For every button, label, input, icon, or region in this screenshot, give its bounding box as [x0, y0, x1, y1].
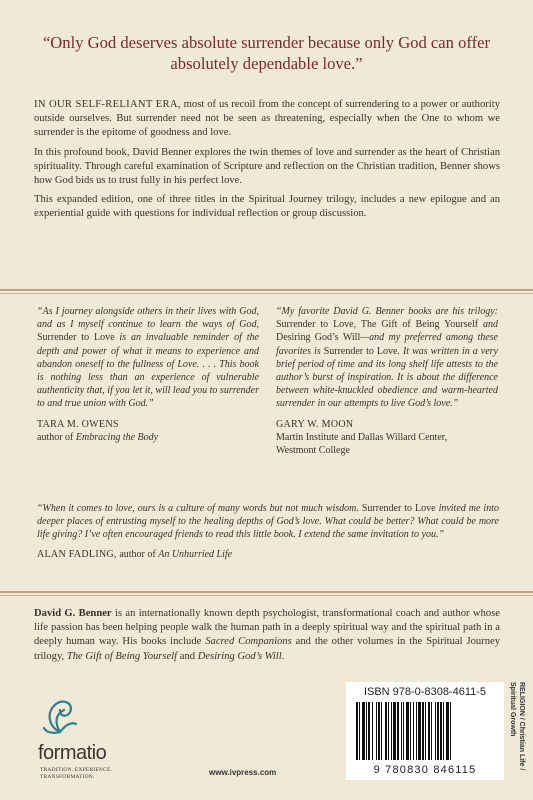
endorser-affiliation: author of Embracing the Body	[37, 431, 159, 443]
endorser-affiliation-1: Martin Institute and Dallas Willard Center,	[276, 431, 448, 443]
publisher-logo-word: formatio	[38, 742, 107, 764]
barcode-bar	[376, 702, 377, 760]
barcode-bar	[403, 702, 404, 760]
endorsement-moon	[276, 305, 498, 457]
barcode-bar	[362, 702, 365, 760]
barcode-bar	[406, 702, 409, 760]
description-paragraph-1	[34, 98, 500, 141]
category-line-1: RELIGION / Christian Life /	[518, 682, 525, 771]
publisher-tagline	[40, 767, 112, 780]
barcode-bar	[450, 702, 451, 760]
tagline-line-2: TRANSFORMATION.	[40, 773, 95, 780]
endorsement-fadling	[37, 502, 499, 561]
barcode-bar	[356, 702, 358, 760]
barcode-bar	[393, 702, 396, 760]
endorsement-owens	[37, 305, 259, 444]
barcode-bar	[446, 702, 449, 760]
barcode-bar	[359, 702, 360, 760]
divider-bottom-inner	[0, 595, 533, 596]
barcode-bar	[372, 702, 373, 760]
endorser-affiliation-2: Westmont College	[276, 444, 350, 456]
author-name: David G. Benner	[34, 608, 112, 619]
endorsement-quote: “As I journey alongside others in their lives with God, and as I myself continue to learn the ways of God, Surrender to Love is an invaluable reminder of the depth and power of what it means to experience and abandon oneself to the fullness of Love. . . . This book is nothing less than an experience of vulnerable authenticity that, if you let it, will lead you to surrender to and true union with God.”	[37, 306, 259, 410]
barcode-bar	[428, 702, 430, 760]
description-text-1: most of us recoil from the concept of surrendering to a power or authority outside ourselves. But surrender need not be seen as threatening, especially when the One to whom we surrender is the epitome of goodness and love.	[34, 99, 500, 139]
book-description	[34, 98, 500, 227]
description-paragraph-2: In this profound book, David Benner explores the twin themes of love and surrender as the heart of Christian spirituality. Through careful examination of Scripture and reflection on the Christian tradition, Benner shows how God bids us to trust fully in his perfect love.	[34, 146, 500, 187]
formatio-swirl-icon	[40, 692, 80, 742]
description-paragraph-3: This expanded edition, one of three titles in the Spiritual Journey trilogy, includes a new epilogue and an experiential guide with questions for individual reflection or group discussion.	[34, 194, 500, 220]
barcode-bar	[413, 702, 414, 760]
endorsement-quote: “My favorite David G. Benner books are his trilogy: Surrender to Love, The Gift of Being Yourself and Desiring God’s Will—and my preferred among these favorites is Surrender to Love. It was written in a very brief period of time and its long shelf life attests to the author’s burst of inspiration. It is about the difference between white-knuckled obedience and warm-hearted surrender in our attempts to live God’s love.”	[276, 306, 498, 410]
endorser-name: TARA M. OWENS	[37, 418, 119, 430]
barcode-digits: 9 780830 846115	[373, 764, 477, 776]
barcode-bar	[410, 702, 411, 760]
barcode-bar	[425, 702, 426, 760]
isbn-label: ISBN 978-0-8308-4611-5	[363, 686, 487, 698]
divider-bottom	[0, 591, 533, 593]
barcode-bar	[440, 702, 442, 760]
category-label	[508, 682, 526, 770]
barcode-bar	[397, 702, 399, 760]
barcode-bar	[435, 702, 436, 760]
barcode-bar	[418, 702, 421, 760]
barcode-bar	[401, 702, 402, 760]
barcode-bar	[366, 702, 367, 760]
description-lead: IN OUR SELF-RELIANT ERA,	[34, 99, 181, 110]
endorser-name: GARY W. MOON	[276, 418, 354, 430]
barcode-bar	[378, 702, 380, 760]
endorsement-quote: “When it comes to love, ours is a culture of many words but not much wisdom. Surrender to Love invited me into deeper places of entrusting myself to the healing depths of God’s love. What could be better? What could be more life giving? I’ve often encouraged friends to read this little book. I extend the same invitation to you.”	[37, 503, 499, 541]
endorser-name: ALAN FADLING, author of An Unhurried Life	[37, 548, 233, 560]
divider-top	[0, 289, 533, 291]
category-line-2: Spiritual Growth	[509, 682, 516, 737]
publisher-website: www.ivpress.com	[209, 768, 277, 777]
barcode-bar	[443, 702, 444, 760]
barcode-bar	[416, 702, 417, 760]
pull-quote: “Only God deserves absolute surrender because only God can offer absolutely dependable love.”	[42, 33, 491, 73]
author-bio: David G. Benner is an internationally known depth psychologist, transformational coach and author whose life passion has been helping people walk the human path in a deeply spiritual way and the spiritual path in a deeply human way. His books include Sacred Companions and the other volumes in the Spiritual Journey trilogy, The Gift of Being Yourself and Desiring God’s Will.	[34, 608, 500, 662]
barcode-bar	[368, 702, 370, 760]
barcode-bar	[431, 702, 432, 760]
barcode-bar	[381, 702, 382, 760]
barcode-bar	[391, 702, 392, 760]
barcode-bar	[437, 702, 439, 760]
barcode-bar	[422, 702, 424, 760]
barcode-area	[346, 682, 504, 780]
barcode-image	[354, 702, 496, 762]
barcode-bar	[385, 702, 387, 760]
tagline-line-1: TRADITION. EXPERIENCE.	[40, 767, 113, 773]
barcode-bar	[388, 702, 389, 760]
divider-top-inner	[0, 293, 533, 294]
